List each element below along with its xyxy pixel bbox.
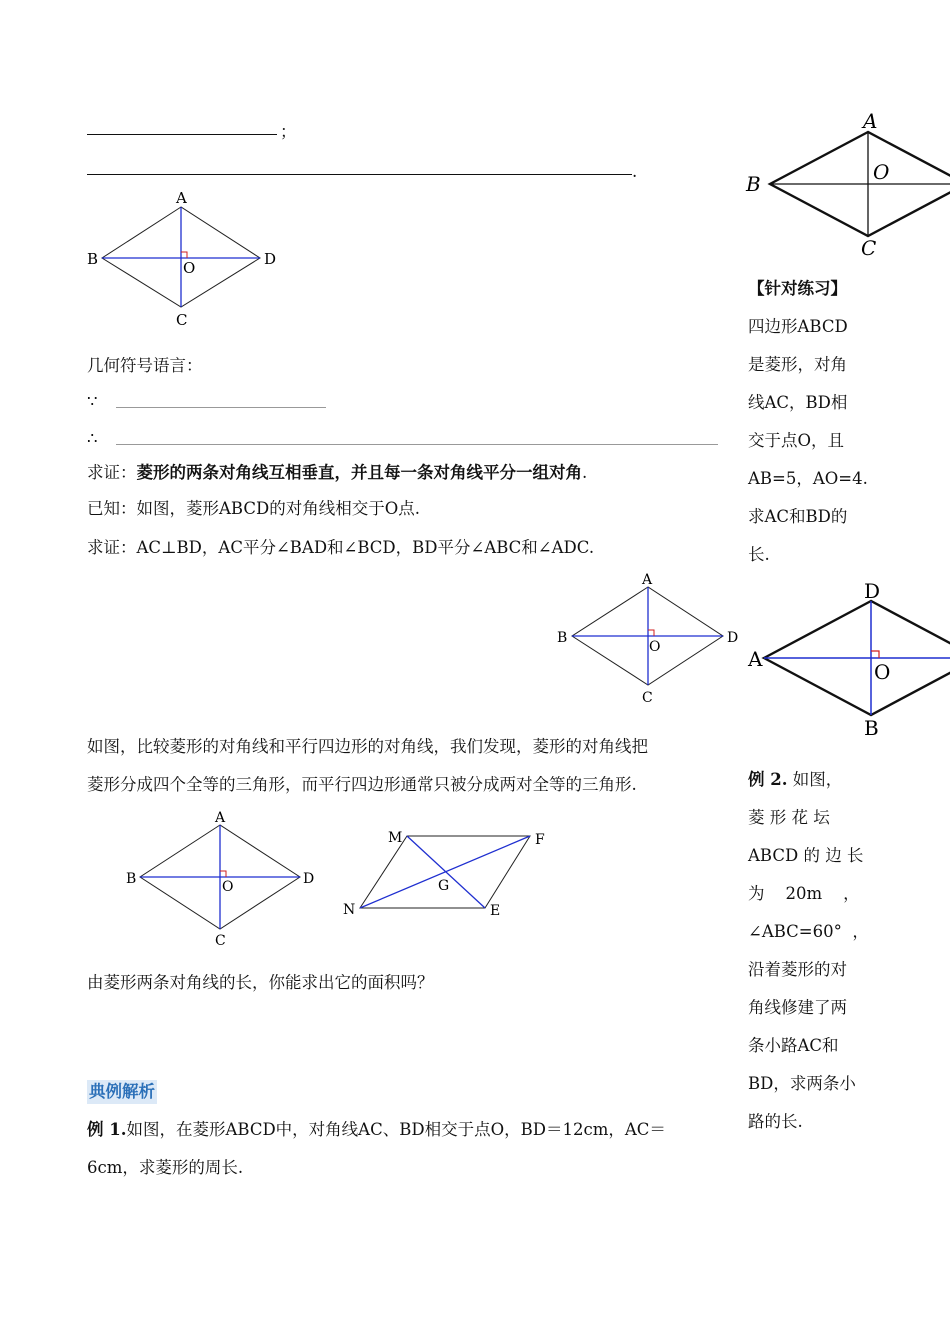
example-2 xyxy=(748,761,948,1141)
label-A: A xyxy=(176,189,187,207)
label-B: B xyxy=(746,172,761,196)
example-2-line: 条小路AC和 xyxy=(748,1036,839,1055)
proof-to-prove: 求证：AC⊥BD，AC平分∠BAD和∠BCD，BD平分∠ABC和∠ADC. xyxy=(87,538,595,557)
practice-text xyxy=(748,308,948,574)
symbol-language-title: 几何符号语言： xyxy=(87,356,203,375)
label-A: A xyxy=(215,810,226,826)
label-O: O xyxy=(873,160,890,184)
example-1 xyxy=(87,1117,666,1143)
example-2-line: 为 20m ， xyxy=(748,884,860,903)
label-D: D xyxy=(864,579,881,603)
area-question: 由菱形两条对角线的长，你能求出它的面积吗？ xyxy=(87,973,434,992)
example-1-line-1: 如图，在菱形ABCD中，对角线AC、BD相交于点O，BD＝12cm，AC＝ xyxy=(126,1120,666,1139)
label-C: C xyxy=(861,236,877,260)
label-C: C xyxy=(642,690,653,706)
example-2-line: 例 2. 如图， xyxy=(748,770,843,789)
example-2-line: 路的长. xyxy=(748,1112,803,1131)
example-2-line: ∠ABC=60° ， xyxy=(748,922,869,941)
rhombus-figure-2 xyxy=(550,565,750,710)
label-B: B xyxy=(557,630,568,646)
example-2-line: ABCD 的 边 长 xyxy=(748,846,864,865)
right-rhombus-figure-1 xyxy=(740,105,950,260)
example-2-line: 菱 形 花 坛 xyxy=(748,808,830,827)
practice-line: 交于点O，且 xyxy=(748,431,845,450)
example-2-label: 例 2. xyxy=(748,770,788,789)
label-C: C xyxy=(215,933,226,949)
practice-line: 线AC，BD相 xyxy=(748,393,848,412)
label-M: M xyxy=(388,830,403,846)
right-rhombus-figure-2 xyxy=(740,578,950,743)
comparison-line-2: 菱形分成四个全等的三角形，而平行四边形通常只被分成两对全等的三角形. xyxy=(87,775,637,794)
label-G: G xyxy=(438,878,450,894)
proof-statement-text: 菱形的两条对角线互相垂直，并且每一条对角线平分一组对角 xyxy=(136,463,582,482)
label-O: O xyxy=(649,639,661,655)
label-B: B xyxy=(864,716,879,740)
label-B: B xyxy=(87,250,99,268)
parallelogram-figure xyxy=(340,820,560,925)
rhombus-figure-1 xyxy=(80,185,280,330)
practice-heading: 【针对练习】 xyxy=(748,279,847,298)
label-E: E xyxy=(490,903,501,919)
semicolon: ； xyxy=(280,122,297,141)
example-1-label: 例 1. xyxy=(87,1120,127,1139)
rhombus-figure-3 xyxy=(120,805,320,950)
answer-blank-2 xyxy=(87,174,632,175)
proof-given: 已知：如图，菱形ABCD的对角线相交于O点. xyxy=(87,499,420,518)
label-N: N xyxy=(343,902,356,918)
label-D: D xyxy=(303,871,315,887)
label-O: O xyxy=(183,259,196,277)
therefore-symbol: ∴ xyxy=(87,429,98,448)
label-D: D xyxy=(727,630,739,646)
example-1-line-2: 6cm，求菱形的周长. xyxy=(87,1158,244,1177)
example-2-line: 角线修建了两 xyxy=(748,998,847,1017)
comparison-line-1: 如图，比较菱形的对角线和平行四边形的对角线，我们发现，菱形的对角线把 xyxy=(87,737,648,756)
label-A: A xyxy=(642,572,653,588)
answer-blank-1 xyxy=(87,134,277,135)
label-F: F xyxy=(535,832,545,848)
because-blank xyxy=(116,407,326,408)
practice-line: 求AC和BD的 xyxy=(748,507,848,526)
label-A: A xyxy=(863,109,878,133)
practice-line: 四边形ABCD xyxy=(748,317,848,336)
label-C: C xyxy=(176,311,188,329)
label-B: B xyxy=(126,871,137,887)
label-A: A xyxy=(748,647,763,671)
label-O: O xyxy=(874,660,891,684)
therefore-blank xyxy=(116,444,718,445)
example-2-line: 沿着菱形的对 xyxy=(748,960,847,979)
example-2-line: BD，求两条小 xyxy=(748,1074,856,1093)
practice-line: AB=5，AO=4. xyxy=(748,469,868,488)
practice-line: 长. xyxy=(748,545,770,564)
proof-statement-end: . xyxy=(582,463,588,482)
proof-statement-prefix: 求证： xyxy=(87,463,137,482)
section-heading: 典例解析 xyxy=(87,1080,157,1104)
period: . xyxy=(632,162,638,181)
because-symbol: ∵ xyxy=(87,392,98,411)
label-O: O xyxy=(222,879,234,895)
practice-line: 是菱形，对角 xyxy=(748,355,847,374)
label-D: D xyxy=(264,250,277,268)
proof-statement xyxy=(87,461,587,485)
